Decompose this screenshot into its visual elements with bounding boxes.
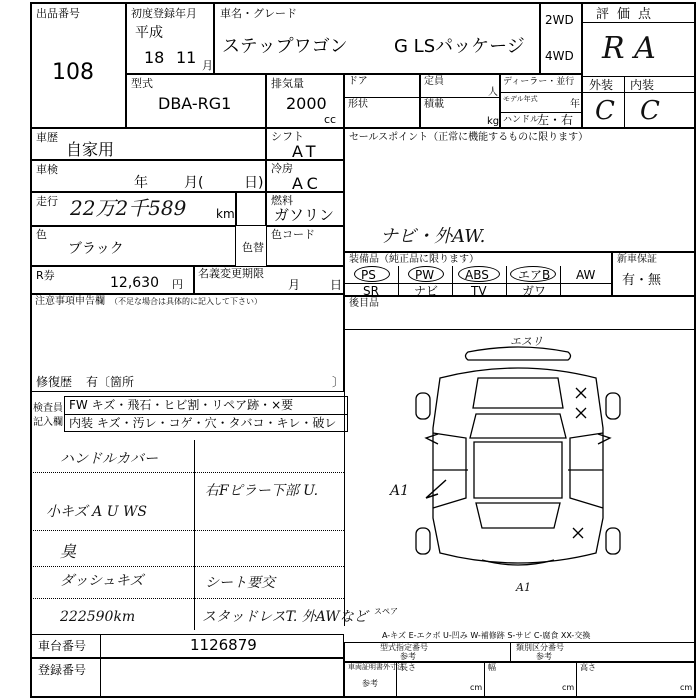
hood xyxy=(473,378,563,408)
equip-navi: ナビ xyxy=(414,284,439,298)
interior-value: C xyxy=(640,96,660,126)
diagram-a1-bottom: A1 xyxy=(516,581,531,594)
annotation-arrow xyxy=(426,480,446,498)
mileage-unit: km xyxy=(216,207,235,221)
x-mark-2 xyxy=(576,408,586,418)
inspector-row-1: FW キズ・飛石・ヒビ割・リペア跡・×要 xyxy=(69,398,294,412)
diagram-spare-label: スペア xyxy=(374,607,398,616)
model-year-unit: 年 xyxy=(570,99,580,110)
size-ref: 参考 xyxy=(362,679,378,688)
equip-aw: AW xyxy=(576,268,596,282)
ac-value: AC xyxy=(292,174,322,193)
note-smell: 臭 xyxy=(60,542,77,561)
note-studless: スタッドレスT. 外AWなど xyxy=(202,609,368,625)
exterior-value: C xyxy=(595,96,615,126)
equip-tv: TV xyxy=(471,284,487,298)
color-value: ブラック xyxy=(68,241,124,257)
color-code-label: 色コード xyxy=(271,228,315,241)
mandatory-day: 日 xyxy=(330,278,343,292)
repaint-label: 色替 xyxy=(242,241,264,254)
width-unit: cm xyxy=(562,683,575,692)
circle-abs xyxy=(458,266,500,282)
height-label: 高さ xyxy=(580,663,596,672)
recycle-label: R券 xyxy=(36,269,55,282)
roof xyxy=(474,442,562,498)
reg-number-label: 登録番号 xyxy=(38,663,87,677)
fuel-label: 燃料 xyxy=(271,194,293,207)
equipment-label: 装備品（純正品に限ります） xyxy=(349,254,479,265)
note-seat: シート要交 xyxy=(205,575,275,591)
color-box xyxy=(30,226,236,266)
x-mark-3 xyxy=(573,528,583,538)
note-mileage: 222590km xyxy=(60,609,136,625)
designation-label: 型式指定番号 xyxy=(380,643,428,652)
door-label: ドア xyxy=(348,76,368,87)
width-label: 幅 xyxy=(488,663,496,672)
note-pillar: 右Fピラー下部 U. xyxy=(205,483,319,499)
mileage-unit-cell xyxy=(236,192,266,226)
chassis-label: 車台番号 xyxy=(38,639,87,653)
model-name: ステップワゴン xyxy=(222,36,348,57)
mandatory-label: 名義変更期限 xyxy=(198,267,264,280)
load-label: 積載 xyxy=(424,99,444,110)
load-unit: kg xyxy=(487,116,500,127)
history-label: 車歴 xyxy=(36,131,58,144)
history-value: 自家用 xyxy=(66,140,115,159)
shape-label: 形状 xyxy=(348,99,368,110)
car-diagram xyxy=(398,335,638,588)
grade: G LSパッケージ xyxy=(394,36,525,57)
notes-divider xyxy=(194,440,195,630)
equip-abs: ABS xyxy=(465,268,489,282)
x-mark-1 xyxy=(576,388,586,398)
fuel-value: ガソリン xyxy=(274,206,335,224)
windshield xyxy=(470,414,566,438)
note-scratch: 小キズ A U WS xyxy=(46,504,147,520)
note-dash: ダッシュキズ xyxy=(60,573,144,589)
wheel-fl xyxy=(416,393,430,419)
rear-items-label: 後目品 xyxy=(349,298,379,309)
recycle-unit: 円 xyxy=(172,278,183,291)
diagram-a1-left: A1 xyxy=(390,483,410,499)
model-year-label: モデル年式 xyxy=(503,95,538,103)
reg-month: 11 xyxy=(176,48,197,67)
era: 平成 xyxy=(135,25,163,41)
warranty-value: 有・無 xyxy=(622,273,662,288)
circle-airbag xyxy=(510,266,556,282)
inspection-day: 日) xyxy=(244,175,264,191)
diagram-top-note: エスリ xyxy=(510,335,543,348)
repair-note-label: 注意事項申告欄 xyxy=(35,296,105,307)
exterior-label: 外装 xyxy=(589,78,614,92)
rear-items-box xyxy=(344,296,696,330)
dealer-label: ディーラー・並行 xyxy=(503,77,575,87)
inspection-label: 車検 xyxy=(36,163,58,176)
size-label: 車両証明書外寸法 xyxy=(348,663,404,671)
displacement-unit: cc xyxy=(324,113,337,126)
chassis-value: 1126879 xyxy=(190,636,257,654)
mirror-left xyxy=(426,434,438,444)
wheel-rl xyxy=(416,528,430,554)
wheel-rr xyxy=(606,528,620,554)
equip-sr: SR xyxy=(363,284,379,298)
inspection-box xyxy=(30,160,266,192)
class-ref: 参考 xyxy=(536,652,552,661)
capacity-label: 定員 xyxy=(424,76,444,87)
interior-label: 内装 xyxy=(630,78,655,92)
inspector-row-2: 内装 キズ・汚レ・コゲ・穴・タバコ・キレ・破レ xyxy=(69,416,337,430)
reg-month-unit: 月 xyxy=(202,59,213,72)
repair-history-label: 修復歴 xyxy=(36,375,73,389)
mirror-right xyxy=(598,434,610,444)
circle-ps xyxy=(354,266,390,282)
sales-point-handwritten: ナビ・外AW. xyxy=(380,226,486,247)
inspection-year: 年 xyxy=(134,175,148,191)
shift-label: シフト xyxy=(271,130,304,143)
mileage-label: 走行 xyxy=(36,195,58,208)
designation-ref: 参考 xyxy=(400,652,416,661)
handle-value: 左・右 xyxy=(537,113,574,127)
damage-legend: A-キズ E-エクボ U-凹み W-補修跡 S-サビ C-腐食 XX-交換 xyxy=(382,631,591,640)
repair-history-close: 〕 xyxy=(332,375,345,389)
diagram-left-border xyxy=(344,330,345,626)
drive-2wd: 2WD xyxy=(545,13,574,27)
reg-year: 18 xyxy=(144,48,165,67)
circle-pw xyxy=(408,266,444,282)
length-unit: cm xyxy=(470,683,483,692)
equip-ps: PS xyxy=(361,268,376,282)
inspector-label-2: 記入欄 xyxy=(33,417,63,428)
equip-pw: PW xyxy=(415,268,435,282)
drive-4wd: 4WD xyxy=(545,49,574,63)
score-label: 評価点 xyxy=(596,7,660,22)
mandatory-month: 月 xyxy=(288,278,301,292)
repair-note-sub: （不足な場合は具体的に記入して下さい） xyxy=(110,297,262,306)
rear-window xyxy=(476,503,560,528)
displacement-label: 排気量 xyxy=(271,77,304,90)
front-bumper-shape xyxy=(466,347,571,360)
repair-note-box xyxy=(30,294,344,392)
displacement-value: 2000 xyxy=(286,94,327,113)
warranty-label: 新車保証 xyxy=(617,254,657,265)
equip-gawa: ガワ xyxy=(522,284,547,298)
lot-label: 出品番号 xyxy=(36,7,80,20)
handle-label: ハンドル xyxy=(503,115,540,125)
capacity-unit: 人 xyxy=(488,87,498,98)
score-value: R A xyxy=(602,31,656,66)
mileage-value: 22万2千589 xyxy=(70,196,187,220)
lot-number: 108 xyxy=(52,60,94,85)
height-unit: cm xyxy=(680,683,693,692)
type-value: DBA-RG1 xyxy=(158,94,232,113)
equip-airbag: エアB xyxy=(518,268,551,282)
first-reg-label: 初度登録年月 xyxy=(131,7,197,20)
type-label: 型式 xyxy=(131,77,153,90)
note-handle-cover: ハンドルカバー xyxy=(60,451,158,467)
wheel-fr xyxy=(606,393,620,419)
class-label: 類別区分番号 xyxy=(516,643,564,652)
length-label: 長さ xyxy=(400,663,416,672)
repair-history-value: 有〔箇所 xyxy=(86,375,135,389)
sales-point-label: セールスポイント（正常に機能するものに限ります） xyxy=(349,132,589,143)
recycle-value: 12,630 xyxy=(110,275,159,291)
inspection-month: 月( xyxy=(184,175,204,191)
model-grade-label: 車名・グレード xyxy=(220,7,297,20)
ac-label: 冷房 xyxy=(271,162,293,175)
shift-value: AT xyxy=(292,142,320,161)
inspector-label-1: 検査員 xyxy=(33,403,63,414)
color-label: 色 xyxy=(36,228,47,241)
